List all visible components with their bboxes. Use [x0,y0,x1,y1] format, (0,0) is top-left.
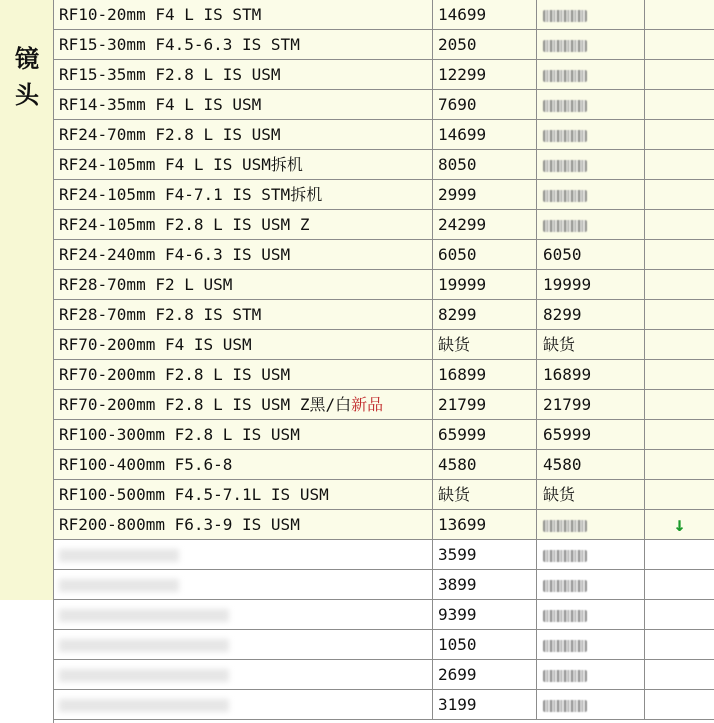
price-cell: 3199 [433,690,537,719]
masked-price [543,70,587,82]
product-name: RF100-400mm F5.6-8 [59,455,233,474]
price-cell: 8299 [433,300,537,329]
price-cell: 9399 [433,600,537,629]
promo-price-cell [537,510,645,539]
product-name-cell [54,390,433,419]
table-row [54,30,714,60]
product-name: RF28-70mm F2.8 IS STM [59,305,262,324]
masked-price [543,670,587,682]
price-cell: 6050 [433,240,537,269]
price-cell: 13699 [433,510,537,539]
promo-price-cell: 缺货 [537,480,645,509]
product-name: RF15-30mm F4.5-6.3 IS STM [59,35,300,54]
product-name: RF100-500mm F4.5-7.1L IS USM [59,485,329,504]
note-cell [645,300,714,329]
table-row [54,480,714,510]
promo-price-cell [537,660,645,689]
note-cell [645,60,714,89]
product-name-cell [54,690,433,719]
promo-price-cell [537,630,645,659]
promo-price-cell: 65999 [537,420,645,449]
note-cell [645,480,714,509]
promo-price-cell [537,0,645,29]
note-cell [645,0,714,29]
promo-price-cell: 19999 [537,270,645,299]
note-cell [645,210,714,239]
product-name: RF24-240mm F4-6.3 IS USM [59,245,291,264]
masked-price [543,160,587,172]
price-cell: 21799 [433,390,537,419]
table-row [54,540,714,570]
product-name-cell [54,60,433,89]
masked-price [543,640,587,652]
price-cell: 65999 [433,420,537,449]
masked-price [543,580,587,592]
promo-price-cell [537,690,645,719]
note-cell [645,540,714,569]
product-name-cell [54,480,433,509]
note-cell [645,360,714,389]
price-cell: 7690 [433,90,537,119]
product-name-cell [54,540,433,569]
product-name-cell [54,90,433,119]
table-row [54,330,714,360]
promo-price-cell [537,90,645,119]
product-name: RF70-200mm F4 IS USM [59,335,252,354]
table-row [54,360,714,390]
table-row [54,240,714,270]
note-cell [645,420,714,449]
price-cell: 3599 [433,540,537,569]
note-cell [645,630,714,659]
table-row [54,300,714,330]
note-cell [645,660,714,689]
note-cell [645,90,714,119]
promo-price-cell [537,30,645,59]
promo-price-cell: 6050 [537,240,645,269]
product-name-cell [54,660,433,689]
table-row [54,630,714,660]
table-row [54,390,714,420]
price-cell: 12299 [433,60,537,89]
table-row [54,660,714,690]
price-cell: 2699 [433,660,537,689]
masked-price [543,220,587,232]
product-name-cell [54,330,433,359]
product-name: RF200-800mm F6.3-9 IS USM [59,515,300,534]
promo-price-cell: 8299 [537,300,645,329]
note-cell [645,270,714,299]
product-name: RF100-300mm F2.8 L IS USM [59,425,300,444]
price-cell: 2999 [433,180,537,209]
note-cell [645,180,714,209]
product-name-cell [54,510,433,539]
price-cell: 2050 [433,30,537,59]
price-cell: 1050 [433,630,537,659]
product-name: RF24-105mm F4 L IS USM拆机 [59,155,303,174]
product-name-cell [54,420,433,449]
promo-price-cell [537,120,645,149]
table-row [54,120,714,150]
price-cell: 16899 [433,360,537,389]
product-name-cell [54,270,433,299]
promo-price-cell: 4580 [537,450,645,479]
product-name-cell [54,300,433,329]
table-row [54,600,714,630]
note-cell [645,390,714,419]
table-row [54,180,714,210]
promo-price-cell: 缺货 [537,330,645,359]
masked-price [543,610,587,622]
note-cell [645,30,714,59]
table-row [54,0,714,30]
note-cell [645,330,714,359]
table-row [54,60,714,90]
product-name: RF24-105mm F4-7.1 IS STM拆机 [59,185,323,204]
price-cell: 4580 [433,450,537,479]
note-cell [645,120,714,149]
note-cell [645,600,714,629]
table-row [54,420,714,450]
price-cell: 19999 [433,270,537,299]
table-row [54,510,714,540]
table-row [54,570,714,600]
note-cell [645,450,714,479]
promo-price-cell [537,540,645,569]
note-cell [645,690,714,719]
new-product-tag: 新品 [351,395,384,414]
table-row [54,210,714,240]
masked-price [543,10,587,22]
redacted-name [59,669,229,682]
product-name: RF14-35mm F4 L IS USM [59,95,262,114]
product-name-cell [54,120,433,149]
product-name-cell [54,630,433,659]
price-cell: 8050 [433,150,537,179]
table-row [54,270,714,300]
masked-price [543,100,587,112]
promo-price-cell [537,180,645,209]
product-name: RF70-200mm F2.8 L IS USM Z黑/白 [59,395,352,414]
product-name: RF15-35mm F2.8 L IS USM [59,65,281,84]
redacted-name [59,549,179,562]
price-cell: 24299 [433,210,537,239]
product-name-cell [54,150,433,179]
promo-price-cell [537,210,645,239]
masked-price [543,130,587,142]
masked-price [543,190,587,202]
product-name: RF28-70mm F2 L USM [59,275,233,294]
table-row [54,450,714,480]
product-name-cell [54,210,433,239]
promo-price-cell [537,60,645,89]
note-cell [645,240,714,269]
product-name: RF24-70mm F2.8 L IS USM [59,125,281,144]
promo-price-cell [537,150,645,179]
redacted-name [59,609,229,622]
price-cell: 14699 [433,0,537,29]
product-name-cell [54,180,433,209]
redacted-name [59,699,229,712]
masked-price [543,520,587,532]
masked-price [543,550,587,562]
product-name-cell [54,30,433,59]
redacted-name [59,579,179,592]
redacted-name [59,639,229,652]
product-name: RF70-200mm F2.8 L IS USM [59,365,291,384]
product-name-cell [54,450,433,479]
table-row [54,690,714,720]
category-column-next [0,600,54,723]
table-row [54,90,714,120]
down-arrow-icon: ↓ [673,512,686,536]
product-name-cell [54,240,433,269]
masked-price [543,700,587,712]
promo-price-cell [537,570,645,599]
product-name: RF10-20mm F4 L IS STM [59,5,262,24]
promo-price-cell [537,600,645,629]
masked-price [543,40,587,52]
note-cell [645,570,714,599]
product-name-cell [54,360,433,389]
product-name-cell [54,0,433,29]
price-cell: 缺货 [433,330,537,359]
price-cell: 14699 [433,120,537,149]
table-row [54,150,714,180]
price-cell: 缺货 [433,480,537,509]
category-label-char-1: 镜 [15,44,39,73]
promo-price-cell: 21799 [537,390,645,419]
product-name-cell [54,570,433,599]
product-name-cell [54,600,433,629]
promo-price-cell: 16899 [537,360,645,389]
category-label-char-2: 头 [15,80,39,109]
price-cell: 3899 [433,570,537,599]
product-name: RF24-105mm F2.8 L IS USM Z [59,215,310,234]
note-cell [645,150,714,179]
